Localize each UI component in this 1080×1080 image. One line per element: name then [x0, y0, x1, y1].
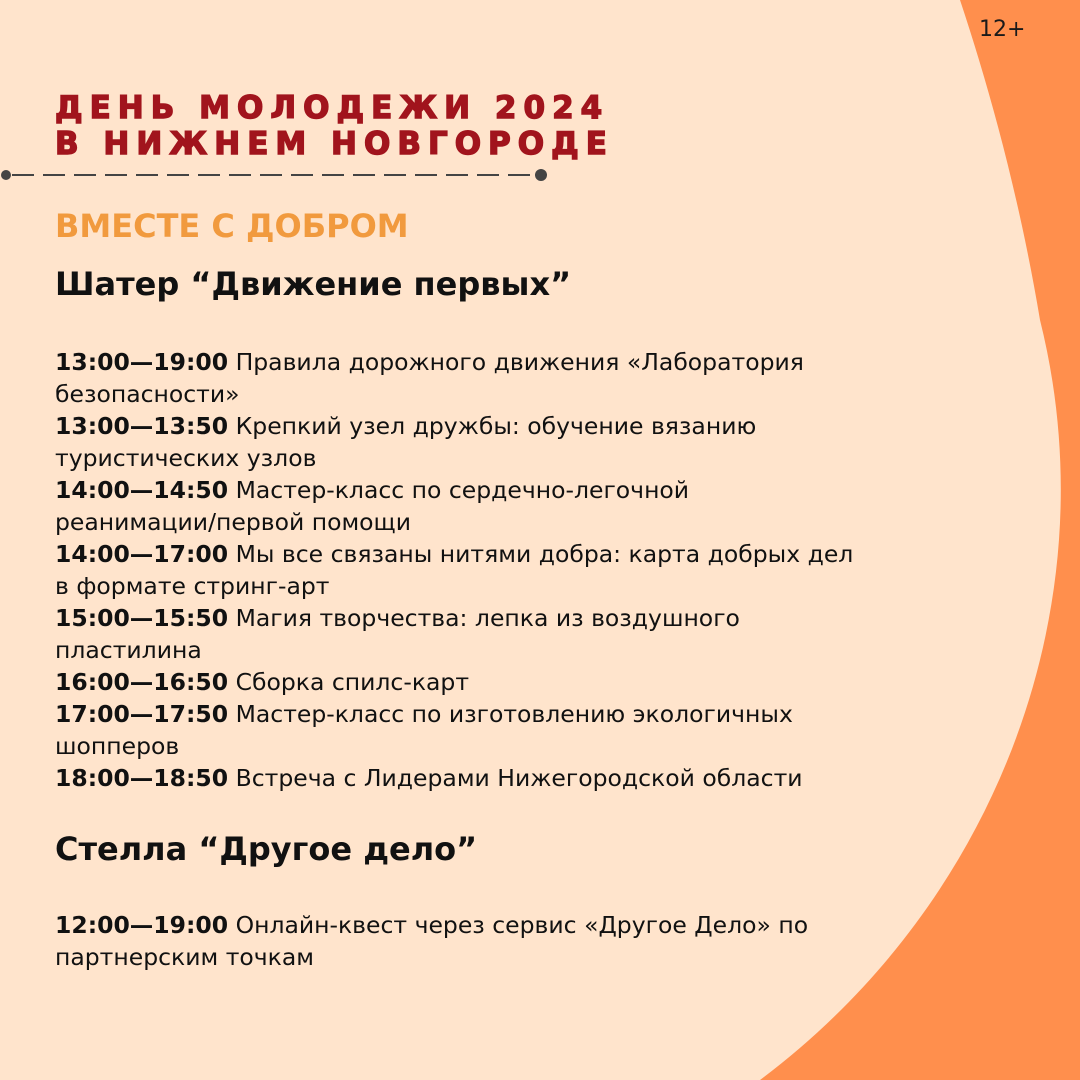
event-text: Онлайн-квест через сервис «Другое Дело» по [235, 911, 809, 939]
event-text: Крепкий узел дружбы: обучение вязанию [235, 412, 757, 440]
schedule-item [55, 410, 915, 474]
schedule-item [55, 474, 915, 538]
schedule-item [55, 538, 915, 602]
event-text-continued: пластилина [55, 636, 202, 664]
event-time: 17:00—17:50 [55, 700, 229, 728]
event-time: 13:00—13:50 [55, 412, 229, 440]
event-text-continued: туристических узлов [55, 444, 317, 472]
schedule-list-stella [55, 909, 915, 973]
event-text: Мастер-класс по изготовлению экологичных [235, 700, 793, 728]
title-line-2: В НИЖНЕМ НОВГОРОДЕ [55, 126, 614, 162]
event-text: Встреча с Лидерами Нижегородской области [235, 764, 803, 792]
section-heading-tent: Шатер “Движение первых” [55, 265, 572, 303]
subtitle: ВМЕСТЕ С ДОБРОМ [55, 207, 409, 245]
event-text: Мы все связаны нитями добра: карта добрых дел [235, 540, 854, 568]
event-text: Магия творчества: лепка из воздушного [235, 604, 740, 632]
event-text: Сборка спилс-карт [235, 668, 470, 696]
event-time: 14:00—14:50 [55, 476, 229, 504]
event-time: 15:00—15:50 [55, 604, 229, 632]
schedule-item [55, 698, 915, 762]
event-text-continued: партнерским точкам [55, 943, 314, 971]
event-text-continued: шопперов [55, 732, 180, 760]
schedule-item [55, 346, 915, 410]
event-time: 14:00—17:00 [55, 540, 229, 568]
dashed-divider [0, 164, 560, 186]
event-title [55, 90, 614, 162]
schedule-item [55, 666, 915, 698]
event-time: 13:00—19:00 [55, 348, 229, 376]
event-time: 16:00—16:50 [55, 668, 229, 696]
title-line-1: ДЕНЬ МОЛОДЕЖИ 2024 [55, 90, 610, 126]
schedule-item [55, 602, 915, 666]
event-text-continued: в формате стринг-арт [55, 572, 330, 600]
schedule-list-tent [55, 346, 915, 794]
event-time: 18:00—18:50 [55, 764, 229, 792]
event-text: Мастер-класс по сердечно-легочной [235, 476, 690, 504]
schedule-item [55, 762, 915, 794]
event-time: 12:00—19:00 [55, 911, 229, 939]
age-rating: 12+ [979, 17, 1026, 42]
schedule-item [55, 909, 915, 973]
event-text-continued: безопасности» [55, 380, 240, 408]
event-text-continued: реанимации/первой помощи [55, 508, 411, 536]
event-text: Правила дорожного движения «Лаборатория [235, 348, 804, 376]
section-heading-stella: Стелла “Другое дело” [55, 830, 478, 868]
